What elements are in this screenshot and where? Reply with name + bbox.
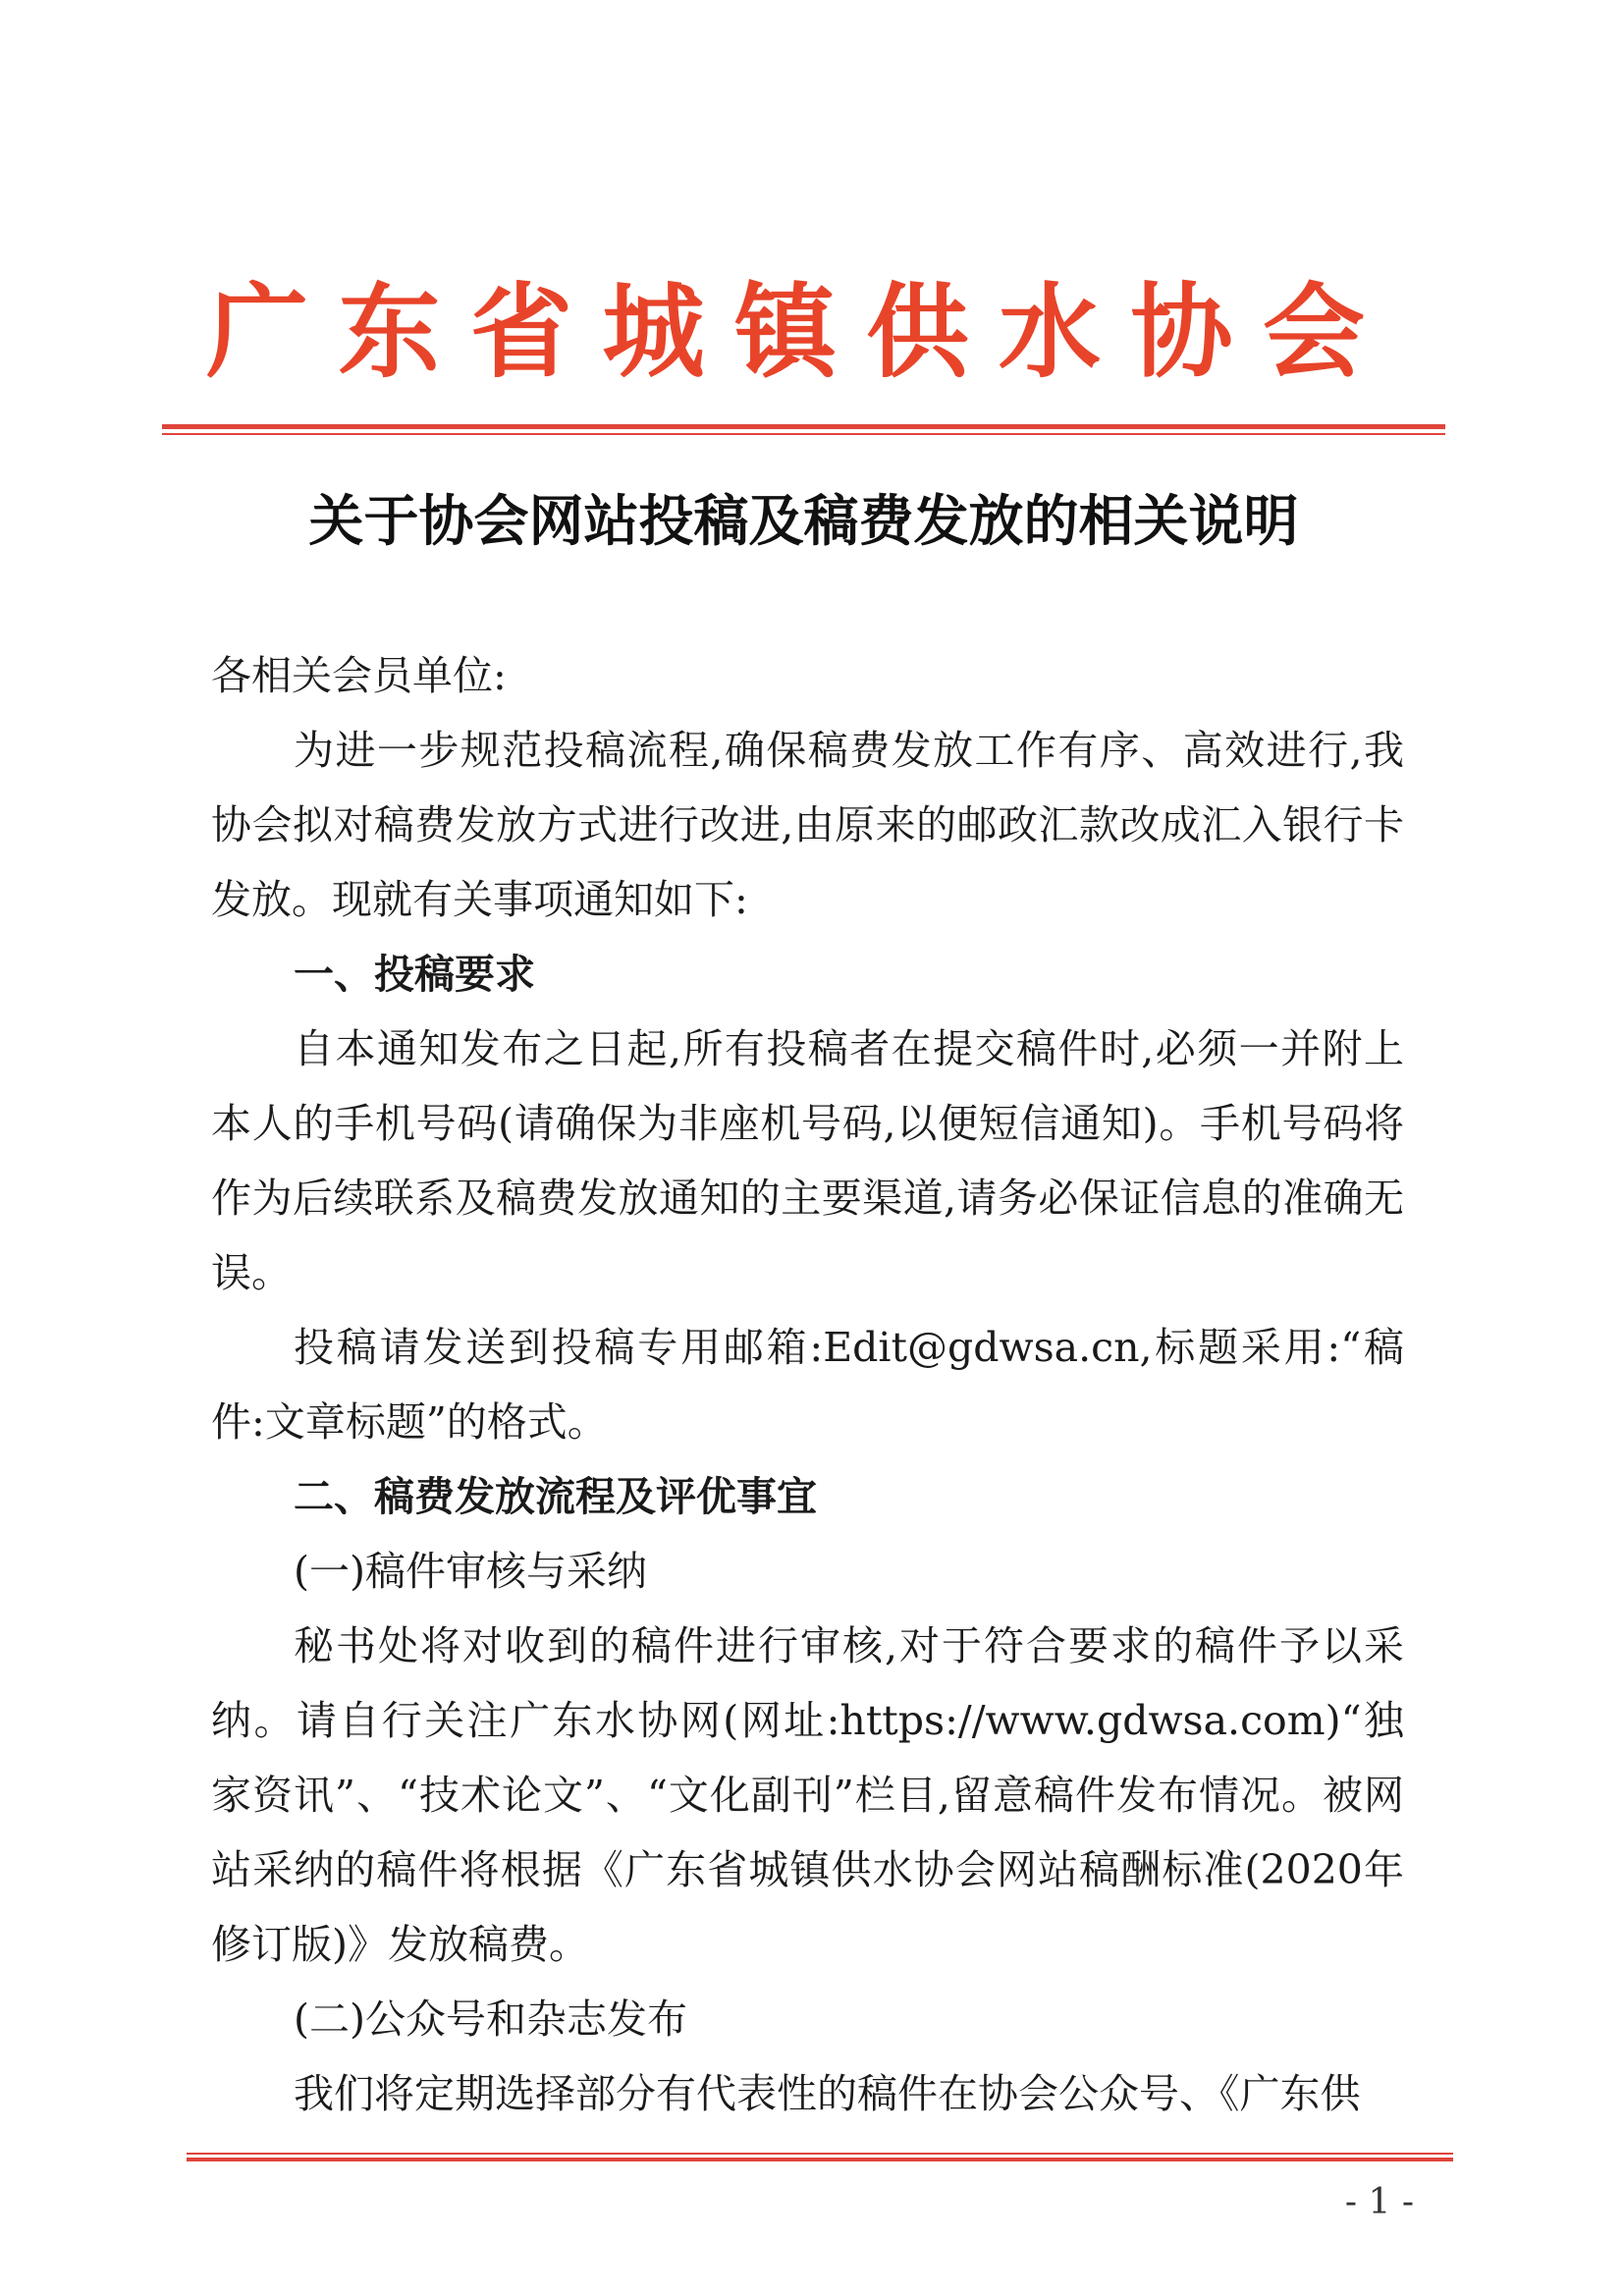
masthead-divider-thin: [162, 433, 1445, 435]
footer-divider-thick: [187, 2158, 1453, 2161]
masthead-org-name: 广东省城镇供水协会: [206, 271, 1384, 392]
section-1-paragraph-2: 投稿请发送到投稿专用邮箱:Edit@gdwsa.cn,标题采用:“稿件:文章标题”的格式。: [211, 1324, 1404, 1446]
masthead-divider: [162, 424, 1445, 436]
section-2-sub-2-paragraph: 我们将定期选择部分有代表性的稿件在协会公众号、《广东供: [294, 2070, 1361, 2117]
section-2-heading: 二、稿费发放流程及评优事宜: [294, 1473, 817, 1520]
section-1-heading: 一、投稿要求: [294, 951, 535, 998]
page-number: - 1 -: [1344, 2182, 1414, 2222]
section-2-sub-1-paragraph: 秘书处将对收到的稿件进行审核,对于符合要求的稿件予以采纳。请自行关注广东水协网(网址:https://www.gdwsa.com)“独家资讯”、“技术论文”、“文化副刊”栏目,留意稿件发布情况。被网站采纳的稿件将根据《广东省城镇供水协会网站稿酬标准(2020年修订版)》发放稿费。: [211, 1622, 1404, 1968]
intro-paragraph: 为进一步规范投稿流程,确保稿费发放工作有序、高效进行,我协会拟对稿费发放方式进行改进,由原来的邮政汇款改成汇入银行卡发放。现就有关事项通知如下:: [211, 727, 1404, 923]
section-1-paragraph-1: 自本通知发布之日起,所有投稿者在提交稿件时,必须一并附上本人的手机号码(请确保为非座机号码,以便短信通知)。手机号码将作为后续联系及稿费发放通知的主要渠道,请务必保证信息的准确无误。: [211, 1025, 1404, 1296]
salutation: 各相关会员单位:: [211, 652, 507, 699]
document-title: 关于协会网站投稿及稿费发放的相关说明: [308, 489, 1299, 554]
masthead-divider-thick: [162, 424, 1445, 429]
document-body: [211, 638, 1404, 2131]
footer-divider: [187, 2153, 1453, 2162]
section-2-sub-1-heading: (一)稿件审核与采纳: [294, 1548, 647, 1595]
section-2-sub-2-heading: (二)公众号和杂志发布: [294, 1995, 687, 2043]
footer-divider-thin: [187, 2153, 1453, 2155]
